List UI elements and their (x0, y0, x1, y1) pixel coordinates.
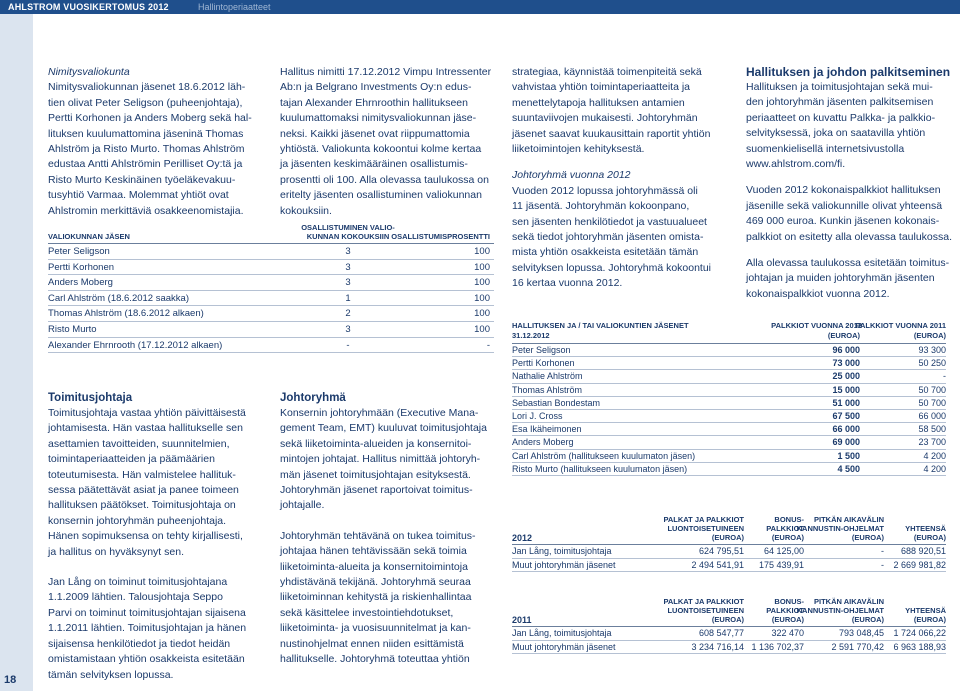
text-line: johtajan ja muiden johtoryhmän jäsenten (746, 272, 935, 285)
nomination-committee-title: Nimitysvaliokunta (48, 66, 130, 78)
text-line: omistamistaan yhtiön osakkeista esitetään (48, 653, 245, 666)
paragraph-gap (48, 560, 273, 575)
text-line: nustinohjelmat ennen niiden esittämistä (280, 637, 464, 650)
fee-2011: 4 200 (923, 463, 946, 474)
table-row (512, 627, 946, 641)
text-line: Alla olevassa taulukossa esitetään toimitus- (746, 257, 950, 270)
table-row (512, 357, 946, 370)
text-line: tien olivat Peter Seligson (puheenjohtaja), (48, 96, 243, 109)
text-line: Johtoryhmän tehtävänä on tukea toimitus- (280, 529, 476, 542)
column-header: (EUROA) (711, 615, 744, 624)
column-header: KANNUSTIN-OHJELMAT (796, 606, 884, 615)
column-header: (EUROA) (711, 533, 744, 542)
column-header: PALKAT JA PALKKIOT (663, 597, 744, 606)
total-value: 1 724 066,22 (893, 628, 946, 638)
table-row (512, 344, 946, 357)
table-header (512, 515, 946, 545)
text-line: suuntaviivojen mukaisesti. Johtoryhmän (512, 112, 698, 125)
text-line: 1.1.2009 lähtien. Talousjohtaja Seppo (48, 591, 223, 604)
column-header: PITKÄN AIKAVÄLIN (814, 597, 884, 606)
text-line: mintojen johtajat. Hallitus nimittää johtoryh- (280, 453, 481, 466)
text-line: män jäsenet toimitusjohtajan esityksestä. (280, 468, 471, 481)
column-header: PITKÄN AIKAVÄLIN (814, 515, 884, 524)
text-line: Risto Murto Keskinäinen työeläkevakuu- (48, 173, 236, 186)
text-line: tusyhtiö Varmaa. Molemmat yhtiöt ovat (48, 189, 229, 202)
fee-2011: 93 300 (918, 345, 946, 355)
table-row (512, 423, 946, 436)
column-header: PALKKIOT VUONNA 2011 (855, 321, 946, 330)
column-header: YHTEENSÄ (905, 606, 946, 615)
table-year: 2012 (512, 532, 533, 543)
text-line: Toimitusjohtaja vastaa yhtiön päivittäisestä (48, 407, 246, 419)
text-line: vahvistaa yhtiön toimintaperiaatteita ja (512, 81, 691, 94)
table-row (48, 322, 494, 338)
text-line: Johtoryhmän jäsenet raportoivat toimitus- (280, 484, 473, 497)
text-line: eritelty jäsenten osallistuminen valiokunnan (280, 189, 482, 202)
fee-2011: 50 700 (918, 384, 946, 395)
member-name: Thomas Ahlström (512, 384, 583, 395)
incentive-value: 793 048,45 (838, 628, 884, 638)
text-line: toimintaperiaatteiden ja päämäärien (48, 453, 215, 466)
member-name: Carl Ahlström (18.6.2012 saakka) (48, 292, 189, 304)
bonus-value: 322 470 (771, 628, 804, 638)
remuneration-section (746, 65, 956, 302)
meetings-attended: - (346, 339, 350, 351)
table-row (512, 641, 946, 655)
member-name: Nathalie Ahlström (512, 371, 583, 382)
board-fees-table (512, 320, 946, 476)
fee-2012: 15 000 (832, 384, 860, 395)
salary-table-2012 (512, 515, 946, 572)
member-name: Risto Murto (hallitukseen kuulumaton jäsen) (512, 463, 688, 474)
text-line: sekä tiedot johtoryhmän jäsenten omista- (512, 231, 704, 244)
text-line: tajan Alexander Ehrnroothin hallitukseen (280, 96, 468, 109)
attendance-percent: - (486, 339, 490, 351)
text-line: prosentti oli 100. Alla olevassa taulukossa on (280, 173, 489, 186)
text-line: johtajalle. (280, 499, 325, 512)
column-header: (EUROA) (913, 533, 946, 542)
meetings-attended: 3 (345, 261, 351, 273)
text-line: periaatteet on kuvattu Palkka- ja palkkio- (746, 111, 936, 124)
column-header: (EUROA) (851, 533, 884, 542)
table-year: 2011 (512, 614, 532, 625)
attendance-percent: 100 (474, 292, 490, 304)
column-header: LUONTOISETUINEEN (667, 524, 744, 533)
attendance-percent: 100 (474, 261, 490, 273)
fee-2011: 23 700 (918, 437, 946, 448)
salary-value: 624 795,51 (698, 546, 744, 556)
text-line: 469 000 euroa. Kunkin jäsenen kokonais- (746, 215, 940, 228)
text-line: menettelytapoja hallituksen antamien (512, 96, 685, 109)
fee-2011: 4 200 (923, 450, 946, 461)
column-header: BONUS- (774, 597, 804, 606)
text-line: Pertti Korhonen ja Anders Moberg sekä hal- (48, 112, 252, 125)
incentive-value: 2 591 770,42 (831, 641, 884, 652)
text-line: jäsenet saavat kuukausittain raportit yhtiön (512, 127, 711, 140)
text-line: asettamien tavoitteiden, suunnitelmien, (48, 437, 230, 450)
fee-2012: 51 000 (832, 397, 860, 408)
bonus-value: 175 439,91 (758, 559, 804, 570)
text-line: Hänen sopimuksensa on tehty kirjallisesti, (48, 530, 243, 543)
column-header: 31.12.2012 (512, 331, 550, 340)
column-header: PALKKIOT (766, 524, 804, 533)
column-header: VALIOKUNNAN JÄSEN (48, 232, 130, 241)
table-row (512, 436, 946, 449)
text-line: neksi. Kaikki jäsenet ovat riippumattomia (280, 127, 470, 140)
member-name: Pertti Korhonen (48, 261, 115, 273)
column-header: BONUS- (774, 515, 804, 524)
attendance-percent: 100 (474, 277, 490, 289)
text-line: Jan Lång on toiminut toimitusjohtajana (48, 576, 228, 589)
person-name: Jan Lång, toimitusjohtaja (512, 546, 612, 556)
meetings-attended: 2 (345, 308, 351, 320)
attendance-percent: 100 (474, 308, 490, 320)
text-line: liiketoiminta-alueita ja konsernitoimintoja (280, 560, 468, 573)
text-line: Nimitysvaliokunnan jäsenet 18.6.2012 läh- (48, 81, 246, 94)
text-line: yhtiöstä. Valiokunta kokoontui kolme kertaa (280, 143, 482, 156)
table-header (512, 597, 946, 627)
fee-2012: 66 000 (832, 424, 860, 435)
column-header: (EUROA) (827, 331, 860, 340)
text-line: edustaa Antti Ahlströmin Perilliset Oy:tä ja (48, 158, 243, 171)
fee-2012: 96 000 (832, 345, 860, 355)
ceo-heading: Toimitusjohtaja (48, 392, 133, 404)
text-line: liiketoiminta- ja vuosisuunnitelmat ja kan- (280, 622, 471, 635)
fee-2011: 58 500 (918, 424, 946, 435)
column-header: (EUROA) (913, 615, 946, 624)
text-line: jäsenille sekä valiokunnille olivat yhteensä (746, 199, 943, 212)
text-line: Hallitus nimitti 17.12.2012 Vimpu Intressenter (280, 66, 492, 78)
text-line: yhdistävänä tekijänä. Johtoryhmä seuraa (280, 576, 471, 589)
text-line: johtajaa hänen tehtävissään sekä toimia (280, 545, 467, 558)
bonus-value: 64 125,00 (763, 546, 804, 556)
text-line: strategiaa, käynnistää toimenpiteitä sekä (512, 66, 702, 78)
text-line: sekä liiketoiminta-alueiden ja konsernitoi- (280, 437, 472, 450)
fee-2011: - (943, 371, 946, 382)
ceo-section (48, 391, 273, 683)
column-header: (EUROA) (771, 533, 804, 542)
total-value: 688 920,51 (900, 546, 946, 556)
column-header: OSALLISTUMISPROSENTTI (391, 232, 490, 241)
salary-value: 3 234 716,14 (691, 641, 744, 652)
report-title: AHLSTROM VUOSIKERTOMUS 2012 (8, 2, 169, 12)
meetings-attended: 1 (345, 292, 351, 304)
salary-value: 2 494 541,91 (691, 559, 744, 570)
text-line: sen jäsenten henkilötiedot ja vastuualueet (512, 215, 707, 228)
text-line: liiketoimintojen kehityksestä. (512, 143, 645, 156)
table-row (48, 306, 494, 322)
member-name: Peter Seligson (48, 246, 110, 257)
column-header: (EUROA) (851, 615, 884, 624)
person-name: Jan Lång, toimitusjohtaja (512, 628, 612, 638)
nomination-committee-text-cont (280, 65, 500, 219)
text-line: palkkiot on esitetty alla olevassa taulukossa. (746, 230, 953, 243)
text-line: mista yhtiön osakkeista esitetään tämän (512, 246, 699, 259)
text-line: gement Team, EMT) kuuluvat toimitusjohtaja (280, 422, 487, 435)
text-line: Vuoden 2012 kokonaispalkkiot hallituksen (746, 184, 941, 197)
attendance-percent: 100 (474, 246, 490, 257)
text-line: lituksen kuulumattomina jäseninä Thomas (48, 127, 244, 140)
bonus-value: 1 136 702,37 (751, 641, 804, 652)
text-line: selvityksessä, joka on saatavilla yhtiön (746, 127, 926, 140)
text-line: kokonaispalkkiot vuonna 2012. (746, 287, 890, 300)
text-line: suomenkielisellä internetsivustolla (746, 142, 905, 155)
text-line: Ahlström ja Risto Murto. Thomas Ahlström (48, 143, 245, 156)
text-line: sijaisensa henkilötiedot ja tiedot heidän (48, 637, 231, 650)
meetings-attended: 3 (345, 277, 351, 289)
text-line: selvityksen lopussa. Johtoryhmä kokoontui (512, 261, 712, 274)
member-name: Anders Moberg (48, 277, 113, 289)
text-line: kokouksiin. (280, 204, 332, 217)
fee-2011: 50 250 (918, 358, 946, 369)
member-name: Esa Ikäheimonen (512, 424, 582, 435)
text-line: 11 jäsentä. Johtoryhmän kokoonpano, (512, 200, 690, 213)
text-line: kuulumattomaksi nimitysvaliokunnan jäse- (280, 112, 477, 125)
text-line: johtamisesta. Hän vastaa hallitukselle sen (48, 422, 243, 435)
incentive-value: - (881, 559, 884, 570)
column-header: HALLITUKSEN JA / TAI VALIOKUNTIEN JÄSENET (512, 321, 689, 330)
column-header: YHTEENSÄ (905, 524, 946, 533)
table-header (512, 320, 946, 344)
table-row (48, 244, 494, 260)
table-row (48, 260, 494, 276)
remuneration-heading: Hallituksen ja johdon palkitseminen (746, 65, 951, 79)
incentive-value: - (881, 546, 884, 556)
total-value: 2 669 981,82 (893, 559, 946, 570)
column-header: KUNNAN KOKOUKSIIN (306, 232, 390, 241)
text-line: tämän selvityksen lopussa. (48, 668, 174, 681)
member-name: Alexander Ehrnrooth (17.12.2012 alkaen) (48, 339, 223, 351)
text-line: hallituksen päätökset. Toimitusjohtaja on (48, 499, 236, 512)
fee-2012: 1 500 (837, 450, 860, 461)
meetings-attended: 3 (345, 246, 351, 257)
text-line: liiketoiminnan kehitystä ja riskienhallintaa (280, 591, 472, 604)
text-line: hallitukselle. Johtoryhmä toteuttaa yhtiön (280, 653, 470, 666)
table-row (512, 559, 946, 573)
salary-value: 608 547,77 (698, 628, 744, 638)
left-margin-strip (0, 14, 33, 691)
text-line: ja jäsenten keskimääräinen osallistumis- (280, 158, 468, 171)
paragraph-gap (512, 157, 737, 168)
person-name: Muut johtoryhmän jäsenet (512, 559, 616, 570)
table-row (48, 338, 494, 354)
paragraph-gap (280, 514, 505, 529)
fee-2012: 25 000 (832, 371, 860, 382)
nomination-committee-text (48, 65, 268, 219)
column-header: KANNUSTIN-OHJELMAT (796, 524, 884, 533)
fee-2012: 4 500 (837, 463, 860, 474)
text-line: 1.1.2011 lähtien. Toimitusjohtajan ja hänen (48, 622, 247, 635)
section-name: Hallintoperiaatteet (198, 2, 271, 12)
fee-2012: 67 500 (832, 410, 860, 421)
text-line: Ab:n ja Belgrano Investments Oy:n edus- (280, 81, 472, 94)
management-team-2012-subtitle: Johtoryhmä vuonna 2012 (512, 169, 631, 182)
salary-table-2011 (512, 597, 946, 654)
committee-attendance-table (48, 222, 494, 353)
text-line: Hallituksen ja toimitusjohtajan sekä mui- (746, 81, 933, 93)
member-name: Lori J. Cross (512, 410, 563, 421)
member-name: Pertti Korhonen (512, 358, 575, 369)
column-header: (EUROA) (771, 615, 804, 624)
text-line: sekä käsittelee investointiehdotukset, (280, 606, 454, 619)
column-header: PALKAT JA PALKKIOT (663, 515, 744, 524)
column-header: OSALLISTUMINEN VALIO- (301, 223, 395, 232)
member-name: Peter Seligson (512, 345, 571, 355)
table-header (48, 222, 494, 244)
column-header: (EUROA) (913, 331, 946, 340)
table-row (512, 410, 946, 423)
table-row (48, 275, 494, 291)
text-line: 16 kertaa vuonna 2012. (512, 277, 623, 290)
table-row (512, 463, 946, 476)
paragraph-gap (746, 172, 956, 183)
management-team-section (280, 391, 505, 668)
member-name: Thomas Ahlström (18.6.2012 alkaen) (48, 308, 204, 320)
text-line: www.ahlstrom.com/fi. (746, 158, 846, 171)
management-team-heading: Johtoryhmä (280, 392, 346, 404)
fee-2011: 50 700 (918, 397, 946, 408)
fee-2012: 73 000 (832, 358, 860, 369)
fee-2012: 69 000 (832, 437, 860, 448)
table-row (512, 450, 946, 463)
member-name: Carl Ahlström (hallitukseen kuulumaton jäsen) (512, 450, 696, 461)
text-line: den johtoryhmän jäsenten palkitsemisen (746, 96, 934, 109)
page-number: 18 (4, 674, 17, 686)
member-name: Sebastian Bondestam (512, 397, 601, 408)
attendance-percent: 100 (474, 323, 490, 335)
table-row (512, 384, 946, 397)
member-name: Risto Murto (48, 323, 97, 335)
paragraph-gap (746, 245, 956, 256)
text-line: Konsernin johtoryhmään (Executive Mana- (280, 407, 479, 419)
column-header: LUONTOISETUINEEN (667, 606, 744, 615)
column-header: PALKKIOT (766, 606, 804, 615)
table-row (512, 370, 946, 383)
table-row (512, 545, 946, 559)
table-row (48, 291, 494, 307)
top-bar (0, 0, 960, 14)
text-line: Ahlstromin merkittäviä osakkeenomistajia. (48, 204, 244, 217)
fee-2011: 66 000 (918, 410, 946, 421)
total-value: 6 963 188,93 (893, 641, 946, 652)
text-line: sessa päätettävät asiat ja panee toimeen (48, 484, 239, 497)
column-header: PALKKIOT VUONNA 2012 (771, 321, 862, 330)
text-line: Parvi on toiminut toimitusjohtajan sijaisena (48, 606, 246, 619)
text-line: Vuoden 2012 lopussa johtoryhmässä oli (512, 184, 698, 197)
person-name: Muut johtoryhmän jäsenet (512, 641, 616, 652)
text-line: toteutumisesta. Hän valmistelee hallituk- (48, 468, 236, 481)
management-team-text-cont (512, 65, 737, 292)
meetings-attended: 3 (345, 323, 351, 335)
table-row (512, 397, 946, 410)
member-name: Anders Moberg (512, 437, 574, 448)
text-line: konsernin johtoryhmän puheenjohtaja. (48, 514, 227, 527)
text-line: ja hallitus on hyväksynyt sen. (48, 545, 184, 558)
